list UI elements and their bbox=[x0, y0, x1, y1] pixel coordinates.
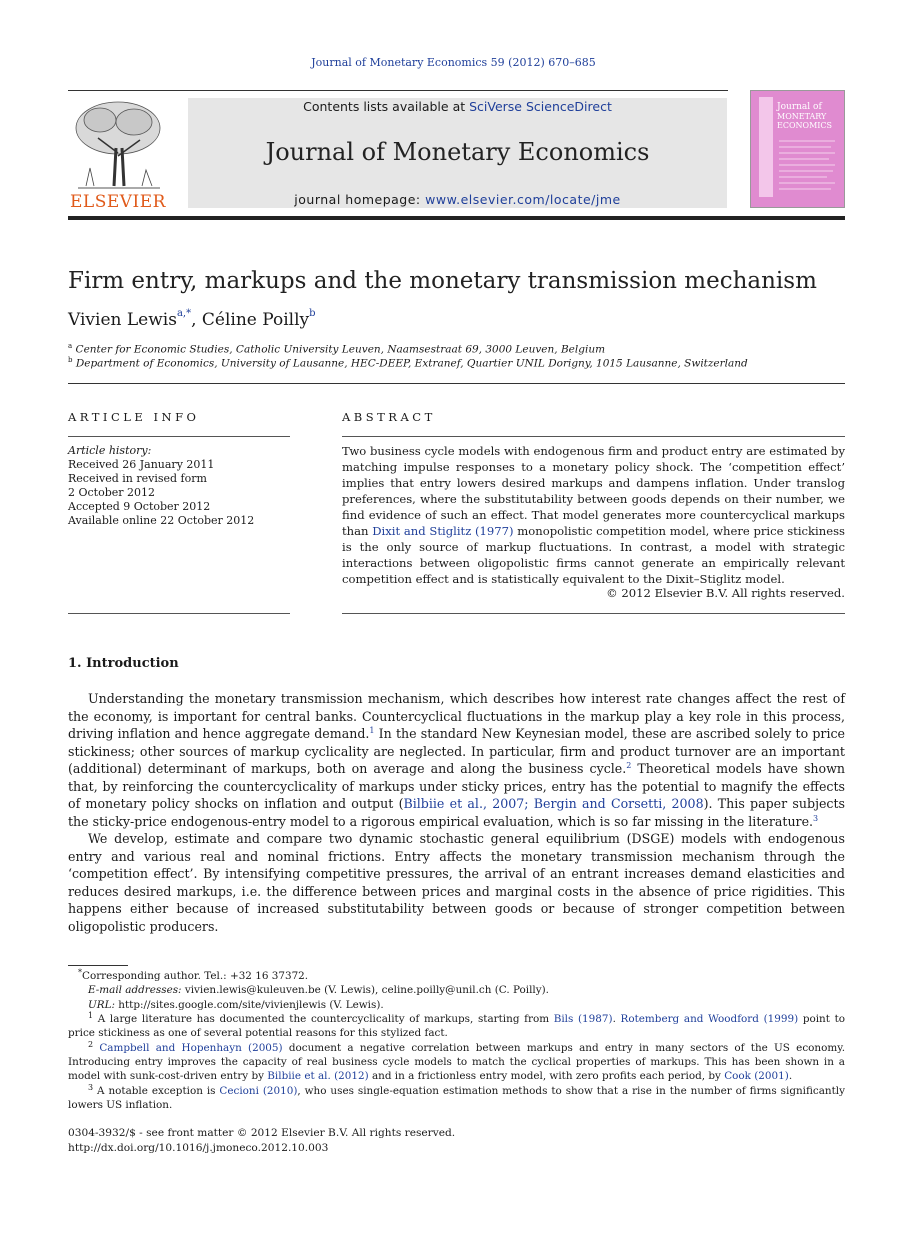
article-info-heading: ARTICLE INFO bbox=[68, 410, 200, 424]
abstract-text: Two business cycle models with endogenous firm and product entry are estimated by matching impulse responses to a monetary policy shock. The ‘competition effect’ implies that entry lowers desired markups and dampens inflation. Under translog preferences, where the substitutability between goods depends on their number, we find evidence of such an effect. That model generates more countercyclical markups than bbox=[342, 444, 845, 538]
citation-link[interactable]: Rotemberg and Woodford (1999) bbox=[620, 1013, 799, 1025]
footnote-text: . bbox=[788, 1070, 793, 1083]
article-history bbox=[68, 444, 254, 528]
citation-link[interactable]: Cecioni (2010) bbox=[219, 1085, 298, 1097]
contents-availability bbox=[188, 99, 727, 114]
footnote-text: Corresponding author. Tel.: +32 16 37372. bbox=[82, 970, 309, 982]
history-entry: 2 October 2012 bbox=[68, 486, 156, 499]
journal-citation-link[interactable]: Journal of Monetary Economics 59 (2012) 670–685 bbox=[311, 56, 596, 69]
journal-title: Journal of Monetary Economics bbox=[265, 138, 650, 166]
citation-link[interactable]: Campbell and Hopenhayn (2005) bbox=[99, 1042, 283, 1054]
svg-text:Journal of: Journal of bbox=[777, 102, 822, 112]
citation-link[interactable]: Cook (2001) bbox=[724, 1070, 789, 1083]
footnote-corresponding bbox=[68, 969, 845, 983]
article-info-top-rule bbox=[68, 436, 290, 437]
header-top-rule bbox=[68, 90, 728, 91]
sciencedirect-link[interactable]: SciVerse ScienceDirect bbox=[469, 99, 612, 114]
homepage-link[interactable]: www.elsevier.com/locate/jme bbox=[425, 192, 621, 207]
article-title: Firm entry, markups and the monetary transmission mechanism bbox=[68, 268, 817, 294]
history-entry: Received 26 January 2011 bbox=[68, 458, 215, 471]
issn-line: 0304-3932/$ - see front matter © 2012 Elsevier B.V. All rights reserved. bbox=[68, 1127, 456, 1139]
footnote-1 bbox=[68, 1012, 845, 1040]
footnote-url bbox=[68, 998, 845, 1012]
citation-link[interactable]: Bils (1987) bbox=[553, 1013, 613, 1025]
footnote-text: , who uses single-equation estimation methods to show that a rise in the number of firms significantly lowers US inflation. bbox=[68, 1085, 845, 1112]
svg-text:ECONOMICS: ECONOMICS bbox=[777, 121, 833, 130]
citation-link[interactable]: Bilbiie et al., 2007; Bergin and Corsetti, 2008 bbox=[403, 796, 704, 811]
footnote-3 bbox=[68, 1084, 845, 1112]
footnote-mark: 3 bbox=[88, 1083, 94, 1092]
title-block-rule bbox=[68, 383, 845, 384]
history-entry: Accepted 9 October 2012 bbox=[68, 500, 211, 513]
footnote-text: A notable exception is bbox=[93, 1085, 220, 1097]
footnote-ref[interactable]: 2 bbox=[626, 761, 632, 770]
abstract-copyright: © 2012 Elsevier B.V. All rights reserved. bbox=[606, 586, 845, 600]
abstract-bottom-rule bbox=[342, 613, 845, 614]
citation-link[interactable]: Dixit and Stiglitz (1977) bbox=[372, 524, 514, 538]
corresponding-author-mark[interactable]: * bbox=[186, 308, 192, 319]
author-name: Céline Poilly bbox=[201, 310, 310, 330]
affiliation-mark: b bbox=[68, 356, 73, 364]
abstract-text: monopolistic competition model, where price stickiness is the only source of markup fluctuations. In contrast, a model with strategic interactions between oligopolistic firms cannot generate an empirically relevant competition effect and is statistically equivalent to the Dixit–Stiglitz model. bbox=[342, 524, 845, 586]
citation-link[interactable]: Bilbiie et al. (2012) bbox=[267, 1070, 369, 1083]
doi-link[interactable]: http://dx.doi.org/10.1016/j.jmoneco.2012.10.003 bbox=[68, 1141, 329, 1154]
abstract-top-rule bbox=[342, 436, 845, 437]
footnote-ref[interactable]: 3 bbox=[813, 813, 819, 823]
email-addresses[interactable]: vivien.lewis@kuleuven.be (V. Lewis), celine.poilly@unil.ch (C. Poilly). bbox=[181, 984, 549, 996]
intro-paragraph-1 bbox=[68, 690, 845, 830]
publisher-wordmark: ELSEVIER bbox=[70, 192, 166, 212]
footnote-mark: 2 bbox=[88, 1040, 94, 1049]
footnote-text: . bbox=[612, 1013, 621, 1025]
article-info-bottom-rule bbox=[68, 613, 290, 614]
footnote-text: and in a frictionless entry model, with zero profits each period, by bbox=[368, 1070, 725, 1083]
email-label: E-mail addresses: bbox=[88, 984, 182, 996]
paragraph-text: Understanding the monetary transmission mechanism, which describes how interest rate changes affect the rest of the economy, is important for central banks. Countercyclical fluctuations in the markup play a key role in this process, driving inflation and hence aggregate demand. bbox=[68, 691, 845, 741]
affiliation-text: Department of Economics, University of Lausanne, HEC-DEEP, Extranef, Quartier UNIL Dorigny, 1015 Lausanne, Switzerland bbox=[75, 357, 748, 370]
paragraph-text: Theoretical models have shown that, by reinforcing the countercyclicality of markups under sticky prices, entry has the potential to magnify the effects of monetary policy shocks on inflation and output ( bbox=[68, 761, 845, 811]
url-label: URL: bbox=[88, 999, 115, 1011]
paragraph-text: In the standard New Keynesian model, these are ascribed solely to price stickiness; other sources of markup cyclicality are neglected. In particular, firm and product turnover are an important (additional) determinant of markups, both on average and along the business cycle. bbox=[68, 726, 845, 776]
svg-text:MONETARY: MONETARY bbox=[777, 112, 827, 121]
footnote-rule bbox=[68, 965, 128, 966]
contents-prefix: Contents lists available at bbox=[303, 99, 470, 114]
author-url[interactable]: http://sites.google.com/site/vivienjlewis (V. Lewis). bbox=[114, 999, 384, 1011]
author-list bbox=[68, 310, 316, 330]
footnote-text: document a negative correlation between markups and entry in many sectors of the US economy. Introducing entry improves the capacity of real business cycle models to match the cyclical properties of markups. This has been shown in a model with sunk-cost-driven entry by bbox=[68, 1042, 845, 1083]
homepage-prefix: journal homepage: bbox=[294, 192, 426, 207]
section-heading-introduction: 1. Introduction bbox=[68, 656, 179, 671]
intro-paragraph-2: We develop, estimate and compare two dynamic stochastic general equilibrium (DSGE) models with endogenous entry and various real and nominal frictions. Entry affects the monetary transmission mechanism through the ‘competition effect’. By intensifying competitive pressures, the arrival of an entrant increases demand elasticities and reduces desired markups, i.e. the difference between prices and marginal costs in the absence of price rigidities. This happens either because of increased substitutability between goods or because of stronger competition between oligopolistic producers. bbox=[68, 831, 845, 934]
footnote-mark: 1 bbox=[88, 1011, 94, 1020]
footnote-ref[interactable]: 1 bbox=[369, 726, 375, 735]
history-label: Article history: bbox=[68, 444, 152, 457]
affiliation-ref[interactable]: a, bbox=[176, 308, 187, 319]
affiliation-text: Center for Economic Studies, Catholic University Leuven, Naamsestraat 69, 3000 Leuven, Belgium bbox=[75, 343, 606, 356]
affiliation-b bbox=[68, 356, 748, 370]
footnote-text: A large literature has documented the countercyclicality of markups, starting from bbox=[93, 1013, 554, 1025]
footnote-email bbox=[68, 983, 845, 997]
footnote-mark: * bbox=[78, 968, 82, 977]
footnote-text: point to price stickiness as one of several potential reasons for this stylized fact. bbox=[68, 1013, 846, 1040]
history-entry: Received in revised form bbox=[68, 472, 207, 485]
journal-cover-thumbnail[interactable] bbox=[750, 90, 845, 208]
history-entry: Available online 22 October 2012 bbox=[68, 514, 255, 527]
author-separator: , bbox=[191, 310, 202, 330]
affiliation-a bbox=[68, 342, 605, 356]
footnote-2 bbox=[68, 1041, 845, 1084]
affiliation-ref[interactable]: b bbox=[309, 308, 316, 319]
author-name: Vivien Lewis bbox=[68, 310, 177, 330]
header-bottom-rule bbox=[68, 216, 845, 220]
affiliation-mark: a bbox=[68, 342, 73, 350]
abstract-heading: ABSTRACT bbox=[342, 410, 436, 424]
journal-homepage bbox=[188, 192, 727, 207]
front-matter bbox=[68, 1126, 455, 1155]
paragraph-text: ). This paper subjects the sticky-price endogenous-entry model to a rigorous empirical evaluation, which is so far missing in the literature. bbox=[68, 796, 846, 829]
abstract-body bbox=[342, 443, 845, 587]
